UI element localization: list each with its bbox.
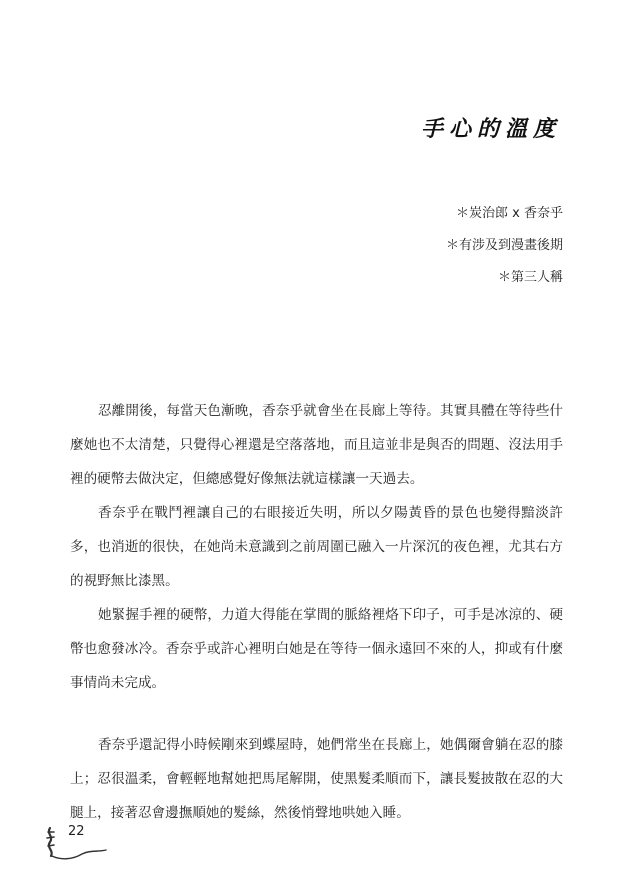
page-footer [42,820,122,864]
note-line: ＊第三人稱 [497,270,563,285]
chapter-title: 手心的溫度 [420,116,561,142]
section-gap [70,700,563,728]
paragraph: 香奈乎還記得小時候剛來到蝶屋時，她們常坐在長廊上，她偶爾會躺在忍的膝上；忍很溫柔，會輕輕地幫她把馬尾解開，使黑髮柔順而下，讓長髮披散在忍的大腿上，接著忍會邊撫順她的髮絲，然後悄聲地哄她入睡。 [70,737,563,821]
chapter-notes [446,198,563,294]
paragraph: 她緊握手裡的硬幣，力道大得能在掌間的脈絡裡烙下印子，可手是冰涼的、硬幣也愈發冰冷。香奈乎或許心裡明白她是在等待一個永遠回不來的人，抑或有什麼事情尚未完成。 [70,607,563,691]
paragraph: 忍離開後，每當天色漸晚，香奈乎就會坐在長廊上等待。其實具體在等待些什麼她也不太清楚，只覺得心裡還是空落落地，而且這並非是與否的問題、沒法用手裡的硬幣去做決定，但總感覺好像無法就這樣讓一天過去。 [70,403,563,487]
note-line: ＊有涉及到漫畫後期 [445,238,563,253]
page-number: 22 [68,824,85,839]
paragraph: 香奈乎在戰鬥裡讓自己的右眼接近失明，所以夕陽黃昏的景色也變得黯淡許多，也消逝的很快，在她尚未意識到之前周圍已融入一片深沉的夜色裡，尤其右方的視野無比漆黑。 [70,505,563,589]
note-line: ＊炭治郎 x 香奈乎 [456,206,563,221]
chapter-body [70,394,563,830]
